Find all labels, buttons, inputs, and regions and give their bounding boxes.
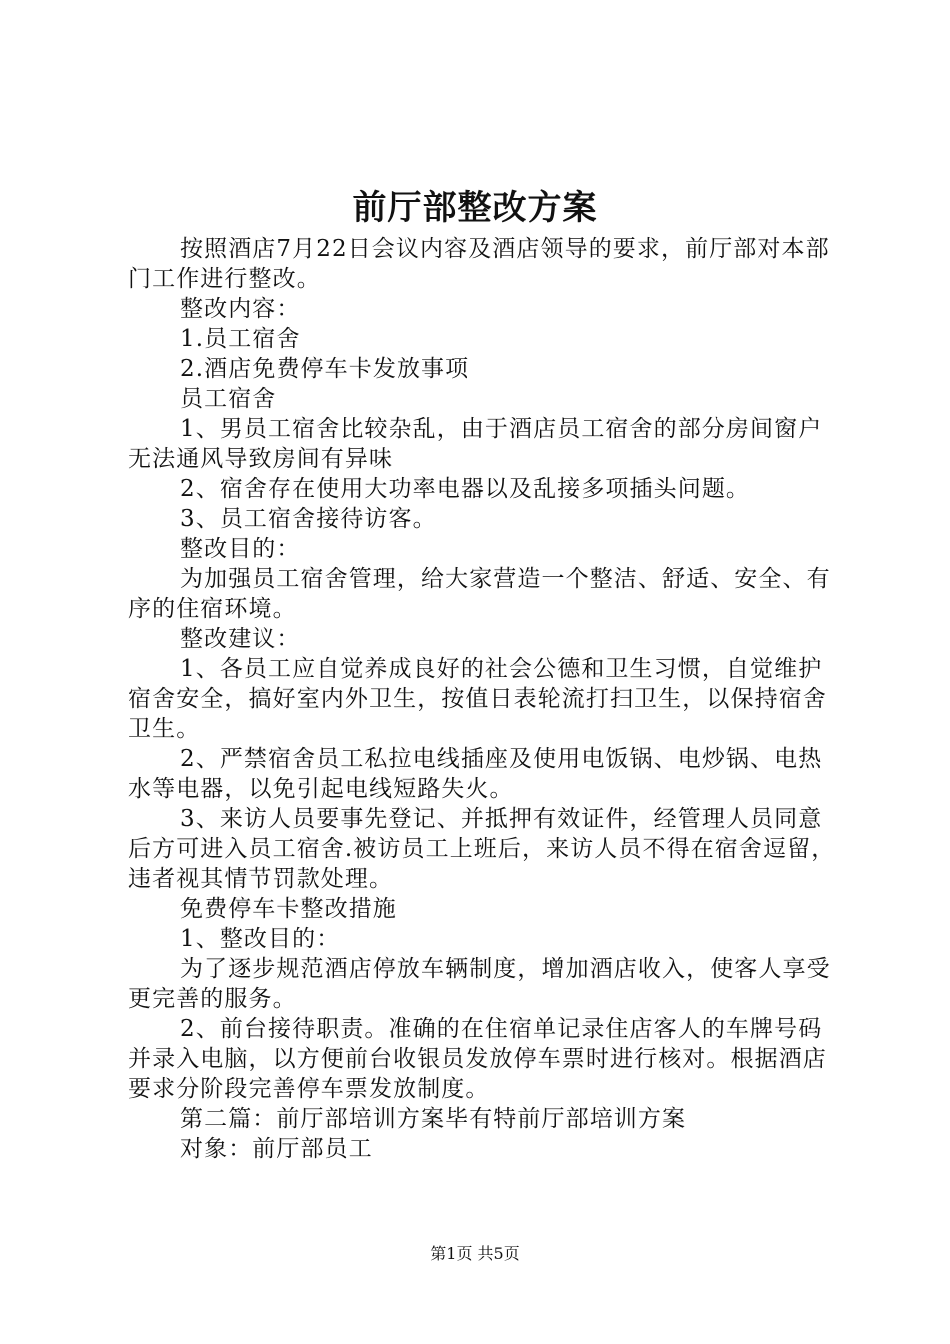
- paragraph-intro: 按照酒店7月22日会议内容及酒店领导的要求，前厅部对本部门工作进行整改。: [128, 236, 830, 292]
- heading-rectification-content: 整改内容：: [180, 296, 301, 322]
- paragraph-issue-1: 1、男员工宿舍比较杂乱，由于酒店员工宿舍的部分房间窗户无法通风导致房间有异味: [128, 416, 823, 472]
- heading-suggestions: 整改建议：: [180, 626, 301, 652]
- page-footer: 第1页 共5页: [430, 1244, 520, 1263]
- paragraph-suggestion-3: 3、来访人员要事先登记、并抵押有效证件，经管理人员同意后方可进入员工宿舍.被访员工上班后，来访人员不得在宿舍逗留，违者视其情节罚款处理。: [128, 806, 836, 892]
- paragraph-suggestion-1: 1、各员工应自觉养成良好的社会公德和卫生习惯，自觉维护宿舍安全，搞好室内外卫生，按值日表轮流打扫卫生，以保持宿舍卫生。: [128, 656, 827, 742]
- list-item-parking-card: 2.酒店免费停车卡发放事项: [180, 356, 470, 382]
- heading-purpose: 整改目的：: [180, 536, 301, 562]
- section-heading-parking: 免费停车卡整改措施: [180, 896, 397, 922]
- document-title: 前厅部整改方案: [352, 188, 598, 228]
- paragraph-target-audience: 对象：前厅部员工: [180, 1136, 373, 1162]
- heading-parking-purpose: 1、整改目的：: [180, 926, 341, 952]
- section-heading-dormitory: 员工宿舍: [180, 386, 277, 412]
- paragraph-second-chapter: 第二篇：前厅部培训方案毕有特前厅部培训方案: [180, 1106, 687, 1132]
- paragraph-front-desk-duty: 2、前台接待职责。准确的在住宿单记录住店客人的车牌号码并录入电脑，以方便前台收银员发放停车票时进行核对。根据酒店要求分阶段完善停车票发放制度。: [128, 1016, 827, 1102]
- list-item-dormitory: 1.员工宿舍: [180, 326, 301, 352]
- paragraph-issue-3: 3、员工宿舍接待访客。: [180, 506, 437, 532]
- paragraph-parking-purpose: 为了逐步规范酒店停放车辆制度，增加酒店收入，使客人享受更完善的服务。: [128, 956, 831, 1012]
- document-body: [128, 234, 840, 1164]
- paragraph-purpose: 为加强员工宿舍管理，给大家营造一个整洁、舒适、安全、有序的住宿环境。: [128, 566, 831, 622]
- paragraph-issue-2: 2、宿舍存在使用大功率电器以及乱接多项插头问题。: [180, 476, 751, 502]
- paragraph-suggestion-2: 2、严禁宿舍员工私拉电线插座及使用电饭锅、电炒锅、电热水等电器，以免引起电线短路失火。: [128, 746, 823, 802]
